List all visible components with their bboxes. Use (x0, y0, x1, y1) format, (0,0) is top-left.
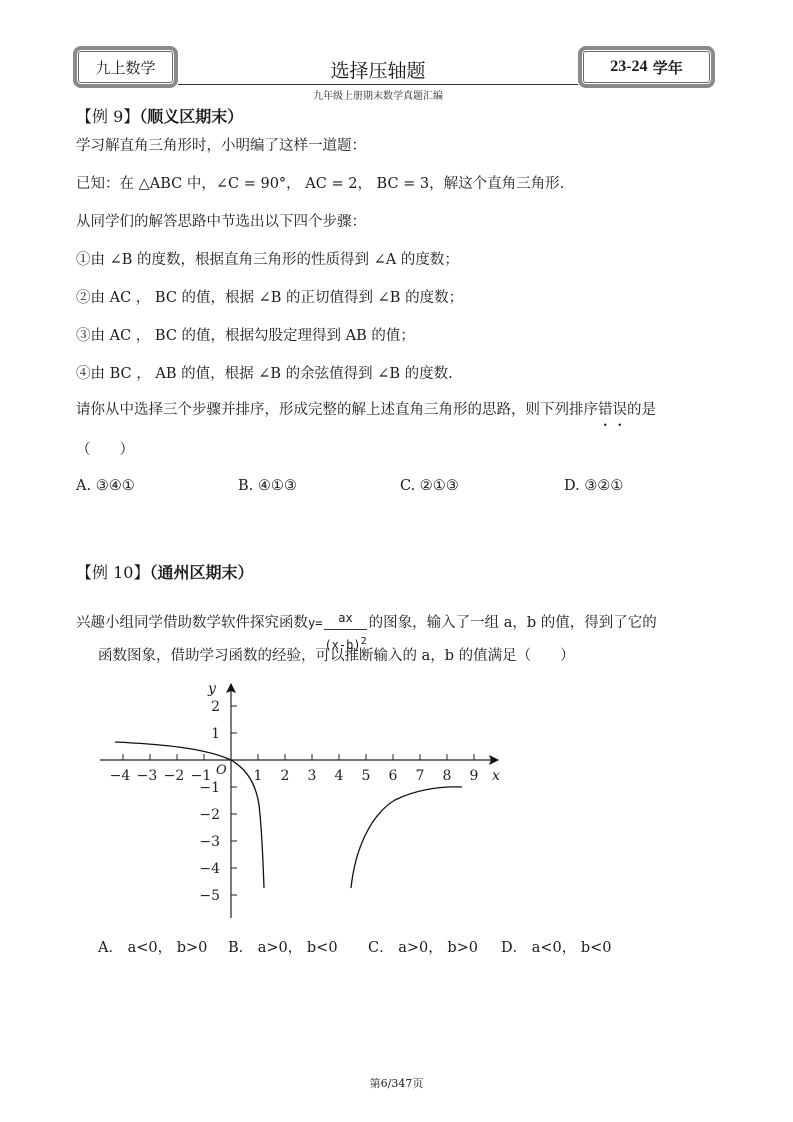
page-subtitle: 九年级上册期末数学真题汇编 (313, 91, 443, 102)
page-title: 选择压轴题 (330, 60, 426, 82)
svg-text:8: 8 (442, 768, 452, 784)
svg-text:4: 4 (334, 768, 344, 784)
svg-text:−1: −1 (199, 780, 220, 796)
formula-numerator: ax (324, 608, 366, 630)
svg-text:1: 1 (211, 726, 220, 742)
denominator-exponent: 2 (360, 636, 367, 647)
option-c[interactable]: C． a>0， b>0 (368, 940, 478, 956)
svg-text:2: 2 (280, 768, 290, 784)
svg-text:−3: −3 (136, 768, 158, 784)
grade-badge-label: 九上数学 (95, 58, 156, 77)
year-badge-label: 学年 (652, 58, 683, 77)
origin-label: O (216, 763, 227, 778)
formula-y: y= (308, 615, 323, 630)
x-ticks (123, 754, 474, 760)
year-badge-number: 23-24 (610, 58, 648, 75)
curve-right-branch (351, 787, 462, 888)
step-4: ④由 BC ， AB 的值，根据 ∠B 的余弦值得到 ∠B 的度数. (76, 366, 453, 382)
y-tick-labels (199, 699, 220, 904)
curve-left-branch (115, 742, 264, 888)
svg-text:−4: −4 (199, 861, 220, 877)
example-9-given: 已知：在 △ABC 中，∠C = 90°， AC = 2， BC = 3，解这个直角三角形. (76, 176, 565, 192)
svg-text:−1: −1 (190, 768, 212, 784)
example-10-options (98, 936, 612, 957)
line1-text: 兴趣小组同学借助数学软件探究函数 (76, 614, 308, 631)
svg-text:−4: −4 (109, 768, 131, 784)
svg-text:7: 7 (415, 768, 425, 784)
line1-text-end: 的图象，输入了一组 a，b 的值，得到了它的 (368, 614, 657, 631)
example-10-line2: 函数图象，借助学习函数的经验，可以推断输入的 a，b 的值满足（ ） (98, 648, 575, 664)
example-9-source: （顺义区期末） (139, 107, 244, 126)
example-10-label: 【例 10】 (76, 563, 150, 582)
page-number: 第6/347页 (369, 1077, 424, 1090)
svg-text:5: 5 (361, 768, 371, 784)
y-axis-label: y (208, 681, 216, 697)
option-a[interactable]: A． a<0， b>0 (98, 940, 208, 956)
svg-text:2: 2 (211, 699, 220, 715)
example-10-source: （通州区期末） (149, 563, 254, 582)
option-a[interactable]: A. ③④① (76, 478, 135, 494)
svg-text:3: 3 (307, 768, 317, 784)
option-b[interactable]: B. ④①③ (238, 478, 297, 494)
example-9-intro: 学习解直角三角形时，小明编了这样一道题： (76, 138, 366, 154)
emphasis-char: 误 (612, 402, 627, 418)
step-1: ①由 ∠B 的度数，根据直角三角形的性质得到 ∠A 的度数； (76, 252, 459, 268)
option-d[interactable]: D． a<0， b<0 (501, 940, 612, 956)
y-ticks (231, 706, 237, 895)
svg-text:6: 6 (388, 768, 398, 784)
example-9-label: 【例 9】 (76, 107, 140, 126)
example-9-steps-intro: 从同学们的解答思路中节选出以下四个步骤： (76, 214, 366, 230)
svg-text:1: 1 (253, 768, 263, 784)
option-c[interactable]: C. ②①③ (400, 478, 459, 494)
svg-text:9: 9 (469, 768, 479, 784)
svg-text:−5: −5 (199, 888, 220, 904)
x-axis-label: x (492, 768, 500, 784)
svg-text:−2: −2 (199, 807, 220, 823)
emphasis-char: 错 (598, 402, 613, 418)
question-text-end: 的是 (627, 402, 656, 418)
svg-text:−2: −2 (163, 768, 185, 784)
question-text: 请你从中选择三个步骤并排序，形成完整的解上述直角三角形的思路，则下列排序 (76, 402, 598, 418)
x-tick-labels (110, 768, 479, 784)
option-d[interactable]: D. ③②① (564, 478, 624, 494)
step-2: ②由 AC ， BC 的值，根据 ∠B 的正切值得到 ∠B 的度数； (76, 290, 464, 306)
denominator-base: (x-b) (324, 638, 361, 652)
option-b[interactable]: B． a>0， b<0 (228, 940, 338, 956)
answer-blank: （ ） (76, 442, 134, 458)
svg-text:−3: −3 (199, 834, 220, 850)
step-3: ③由 AC ， BC 的值，根据勾股定理得到 AB 的值； (76, 328, 415, 344)
